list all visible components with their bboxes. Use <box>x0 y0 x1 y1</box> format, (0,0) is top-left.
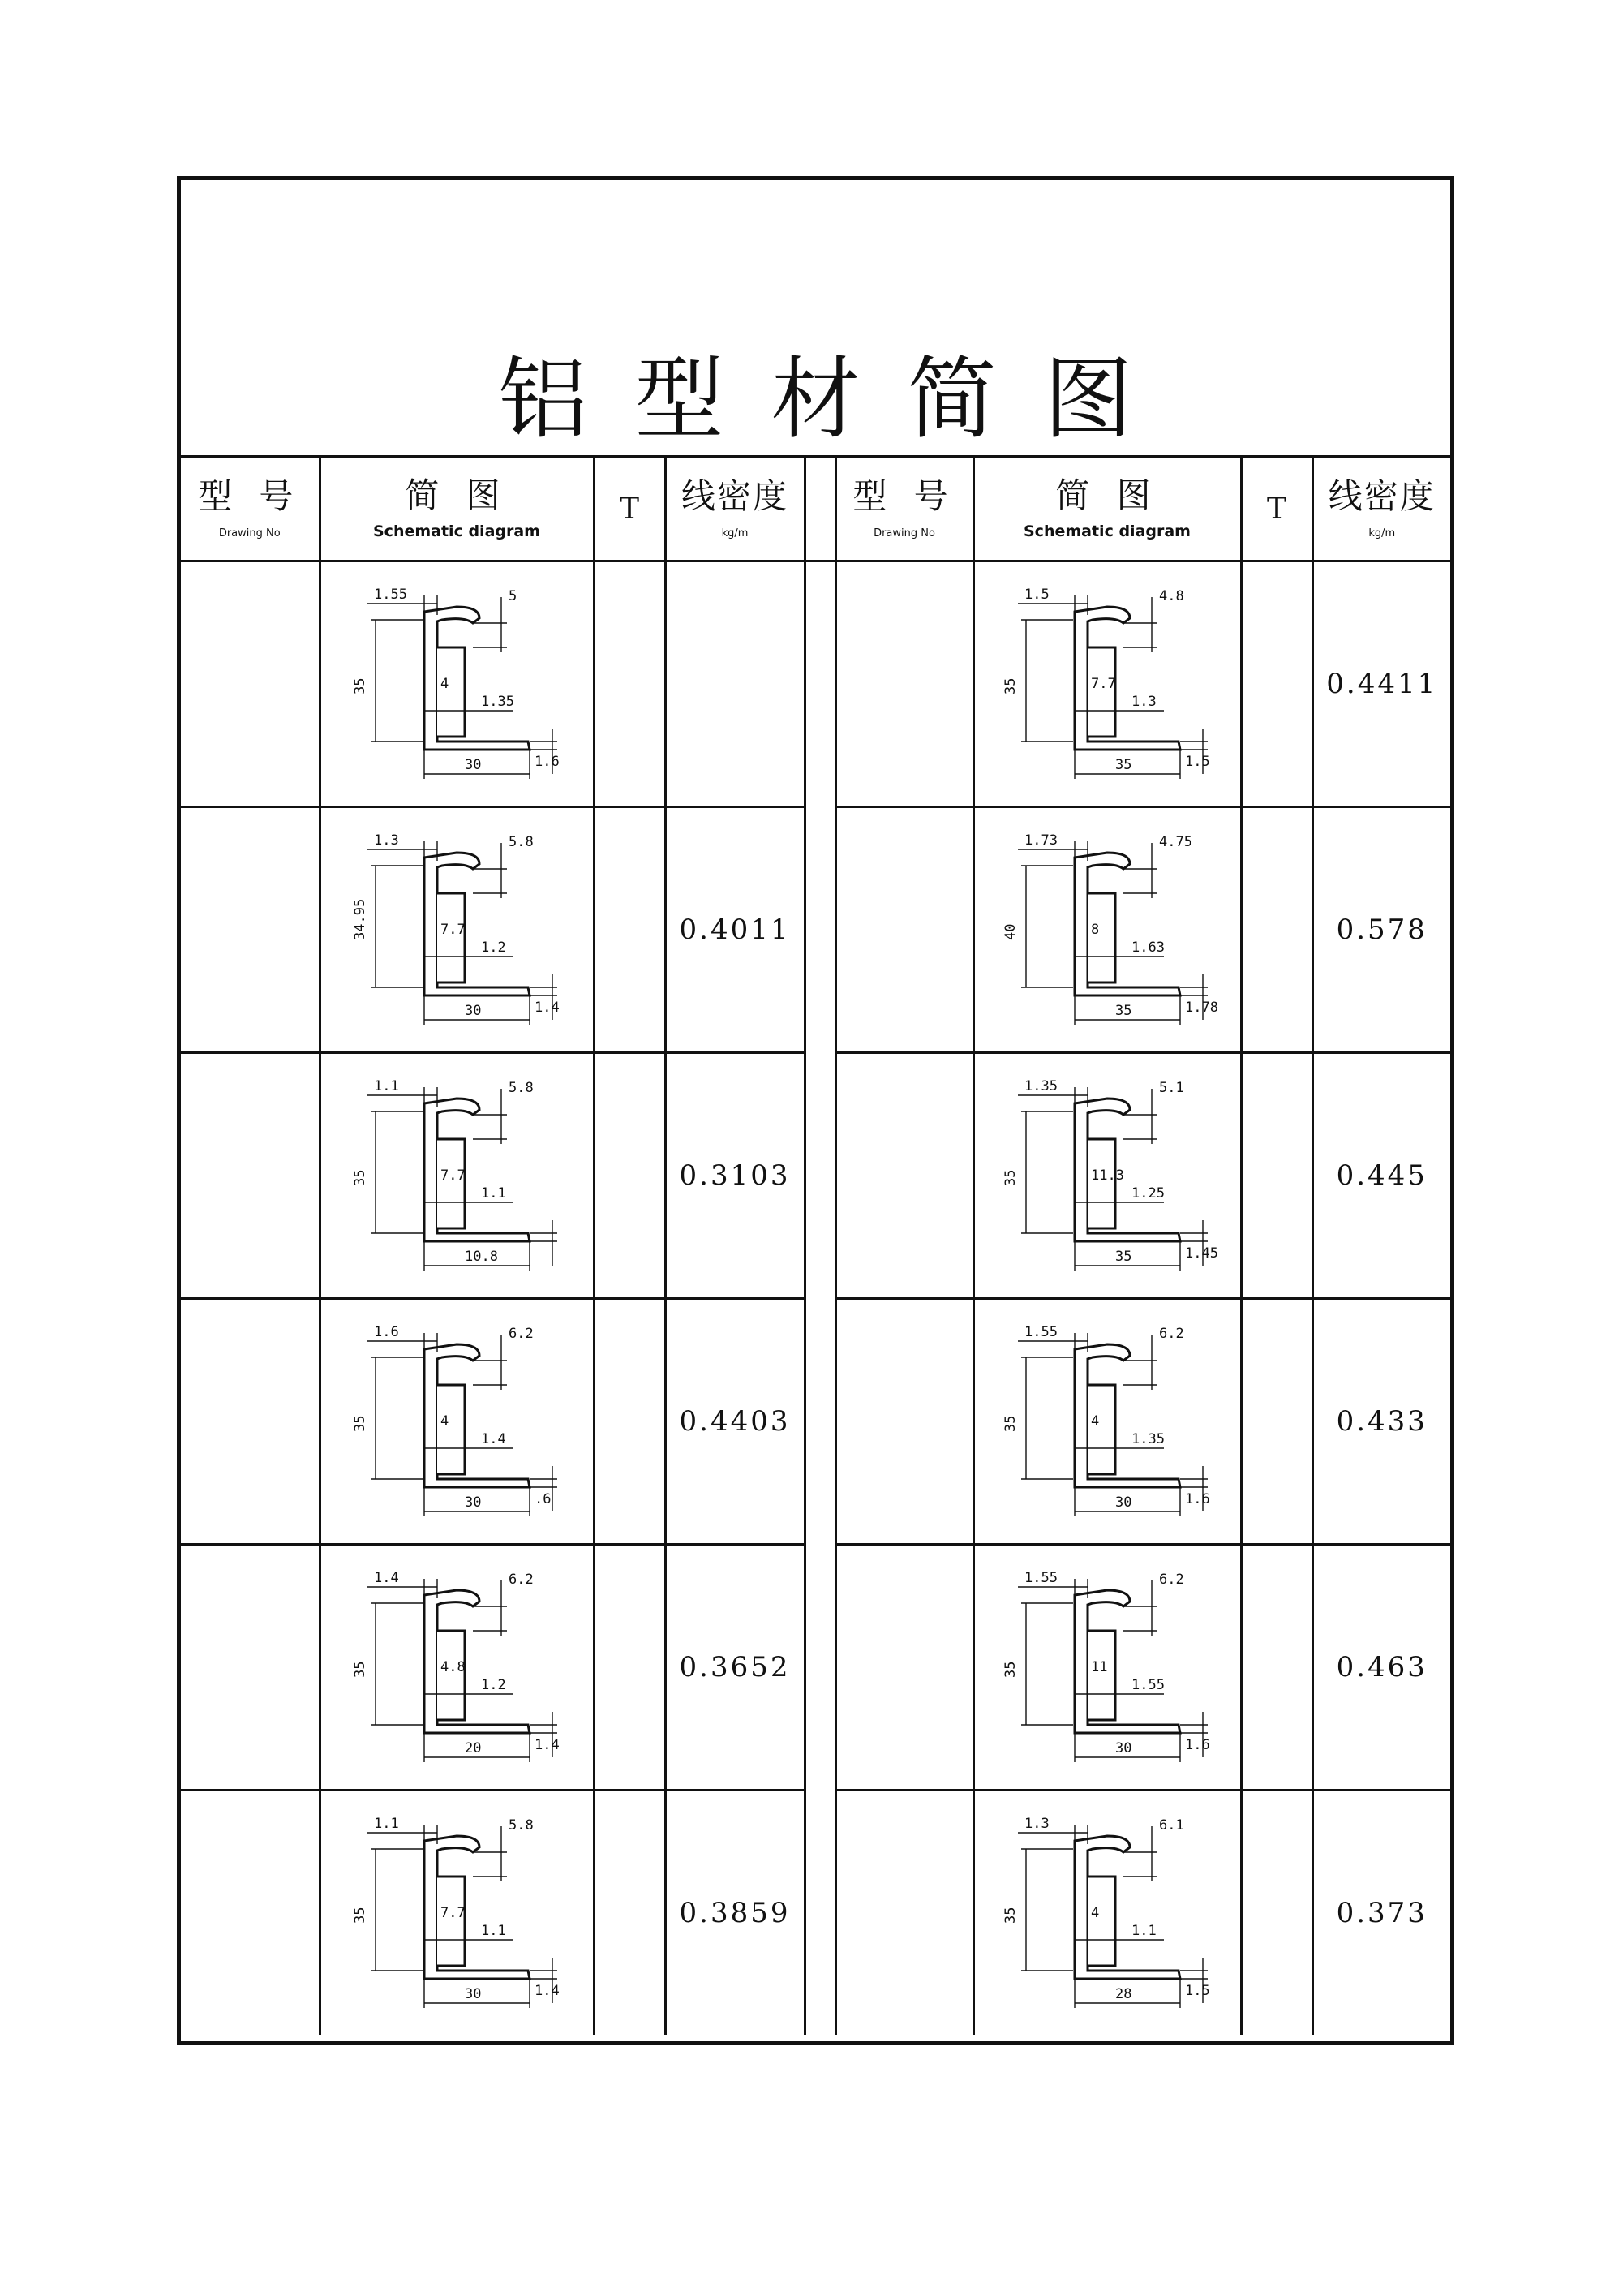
drawing-no-cell <box>835 1545 973 1791</box>
dim-lip-label: 6.2 <box>1159 1572 1184 1588</box>
dim-wall-label: 1.35 <box>1131 1431 1165 1447</box>
dim-base-label: 30 <box>465 1003 482 1019</box>
header-density-unit: kg/m <box>1368 527 1396 540</box>
t-cell <box>594 1053 665 1299</box>
profile-drawing <box>985 1812 1229 2014</box>
dim-inner-label: 11 <box>1091 1659 1108 1675</box>
header-t-label: T <box>619 492 639 526</box>
column-gap <box>805 1791 835 2036</box>
dim-lip-label: 5.8 <box>509 1817 534 1834</box>
header-density-unit: kg/m <box>721 527 749 540</box>
dim-inner-label: 4 <box>1091 1413 1100 1430</box>
drawing-no-cell <box>181 561 320 807</box>
density-cell <box>665 561 805 807</box>
dim-base-label: 30 <box>1115 1740 1132 1756</box>
density-value: 0.4411 <box>1326 668 1438 700</box>
profile-web <box>1088 1139 1115 1228</box>
dim-top-label: 1.3 <box>374 832 399 849</box>
dim-wall-label: 1.1 <box>481 1185 506 1202</box>
dim-base-label: 30 <box>1115 1494 1132 1511</box>
dim-top-label: 1.55 <box>1024 1324 1058 1340</box>
drawing-no-cell <box>835 1299 973 1545</box>
t-cell <box>594 1791 665 2036</box>
dim-top-label: 1.3 <box>1024 1816 1050 1832</box>
dim-foot-label: 1.5 <box>1185 754 1210 770</box>
dim-height-label: 35 <box>1003 1661 1019 1678</box>
dim-height-label: 40 <box>1003 923 1019 940</box>
profile-drawing <box>335 1320 578 1523</box>
dim-wall-label: 1.1 <box>1131 1923 1157 1939</box>
density-cell <box>665 1545 805 1791</box>
header-drawing-no-right <box>835 458 973 561</box>
dim-lip-label: 4.8 <box>1159 588 1184 604</box>
dim-foot-label: 1.4 <box>535 1000 560 1016</box>
drawing-no-cell <box>835 561 973 807</box>
column-gap <box>805 807 835 1053</box>
density-cell <box>1312 1545 1450 1791</box>
dim-inner-label: 7.7 <box>440 1905 466 1921</box>
dim-lip-label: 5.1 <box>1159 1080 1184 1096</box>
dim-top-label: 1.55 <box>374 587 407 603</box>
drawing-no-cell <box>835 807 973 1053</box>
drawing-no-cell <box>181 1053 320 1299</box>
dim-inner-label: 7.7 <box>440 922 466 938</box>
dim-top-label: 1.73 <box>1024 832 1058 849</box>
density-value: 0.3103 <box>679 1159 791 1192</box>
profile-drawing <box>985 1320 1229 1523</box>
profile-web <box>1088 647 1115 737</box>
dim-height-label: 35 <box>352 1661 368 1678</box>
density-cell <box>665 1299 805 1545</box>
t-cell <box>594 1299 665 1545</box>
dim-base-label: 10.8 <box>465 1249 498 1265</box>
dim-top-label: 1.35 <box>1024 1078 1058 1094</box>
header-drawing-no-label: 型 号 <box>852 476 956 517</box>
dim-base-label: 35 <box>1115 1249 1132 1265</box>
schematic-cell <box>320 1791 594 2036</box>
drawing-no-cell <box>181 1791 320 2036</box>
header-density <box>665 458 805 561</box>
header-schematic-en: Schematic diagram <box>1024 522 1191 541</box>
drawing-no-cell <box>181 1299 320 1545</box>
density-value: 0.445 <box>1336 1159 1428 1192</box>
dim-height-label: 35 <box>1003 677 1019 694</box>
density-value: 0.373 <box>1336 1897 1428 1929</box>
profile-web <box>437 647 465 737</box>
dim-wall-label: 1.4 <box>481 1431 506 1447</box>
dim-height-label: 35 <box>1003 1907 1019 1924</box>
header-t <box>594 458 665 561</box>
density-value: 0.578 <box>1336 914 1428 946</box>
t-cell <box>1241 561 1312 807</box>
profile-drawing <box>985 583 1229 785</box>
drawing-no-cell <box>181 807 320 1053</box>
dim-inner-label: 4 <box>440 676 449 692</box>
dim-height-label: 35 <box>1003 1169 1019 1186</box>
header-drawing-no <box>181 458 320 561</box>
dim-inner-label: 4.8 <box>440 1659 466 1675</box>
header-schematic-right <box>973 458 1241 561</box>
dim-wall-label: 1.1 <box>481 1923 506 1939</box>
density-cell <box>1312 807 1450 1053</box>
schematic-cell <box>973 1791 1241 2036</box>
profile-web <box>1088 1385 1115 1474</box>
header-t-right <box>1241 458 1312 561</box>
profile-web <box>1088 1877 1115 1966</box>
profile-web <box>437 1877 465 1966</box>
dim-base-label: 20 <box>465 1740 482 1756</box>
t-cell <box>1241 1299 1312 1545</box>
dim-lip-label: 5.8 <box>509 1080 534 1096</box>
table-row <box>181 561 1450 807</box>
header-drawing-no-en: Drawing No <box>218 527 281 540</box>
header-row <box>181 458 1450 561</box>
dim-inner-label: 11.3 <box>1091 1167 1124 1184</box>
density-value: 0.433 <box>1336 1405 1428 1438</box>
dim-base-label: 35 <box>1115 757 1132 773</box>
schematic-cell <box>320 1299 594 1545</box>
dim-base-label: 30 <box>465 757 482 773</box>
dim-foot-label: 1.4 <box>535 1983 560 1999</box>
dim-inner-label: 4 <box>440 1413 449 1430</box>
density-value: 0.463 <box>1336 1651 1428 1683</box>
profile-drawing <box>335 1074 578 1277</box>
dim-wall-label: 1.63 <box>1131 939 1165 956</box>
title-block <box>181 180 1450 458</box>
dim-height-label: 35 <box>352 1907 368 1924</box>
dim-lip-label: 5.8 <box>509 834 534 850</box>
dim-wall-label: 1.35 <box>481 694 514 710</box>
schematic-cell <box>973 1299 1241 1545</box>
schematic-cell <box>973 561 1241 807</box>
column-gap <box>805 1053 835 1299</box>
dim-base-label: 35 <box>1115 1003 1132 1019</box>
profile-drawing <box>985 828 1229 1031</box>
dim-top-label: 1.1 <box>374 1078 399 1094</box>
profile-web <box>437 1139 465 1228</box>
density-value: 0.3859 <box>679 1897 791 1929</box>
dim-height-label: 35 <box>1003 1415 1019 1432</box>
dim-lip-label: 6.2 <box>509 1572 534 1588</box>
column-gap <box>805 458 835 561</box>
profile-web <box>1088 1631 1115 1720</box>
dim-foot-label: .6 <box>535 1491 552 1507</box>
schematic-cell <box>973 807 1241 1053</box>
column-gap <box>805 561 835 807</box>
header-schematic-label: 简 图 <box>1055 475 1159 515</box>
header-schematic-en: Schematic diagram <box>373 522 540 541</box>
dim-lip-label: 4.75 <box>1159 834 1192 850</box>
header-density-label: 线密度 <box>681 476 788 517</box>
t-cell <box>1241 1053 1312 1299</box>
dim-wall-label: 1.55 <box>1131 1677 1165 1693</box>
density-cell <box>1312 561 1450 807</box>
table-row <box>181 1791 1450 2036</box>
density-cell <box>1312 1053 1450 1299</box>
profile-drawing <box>985 1566 1229 1769</box>
page-title: 铝型材简图 <box>498 347 1180 451</box>
t-cell <box>594 561 665 807</box>
density-cell <box>1312 1299 1450 1545</box>
dim-wall-label: 1.25 <box>1131 1185 1165 1202</box>
schematic-cell <box>973 1545 1241 1791</box>
profile-drawing <box>335 583 578 785</box>
density-cell <box>665 1053 805 1299</box>
dim-height-label: 35 <box>352 1169 368 1186</box>
dim-lip-label: 6.1 <box>1159 1817 1184 1834</box>
profile-web <box>1088 893 1115 982</box>
dim-base-label: 28 <box>1115 1986 1132 2002</box>
header-density-label: 线密度 <box>1328 476 1436 517</box>
dim-height-label: 35 <box>352 1415 368 1432</box>
profile-drawing <box>335 828 578 1031</box>
profile-drawing <box>335 1566 578 1769</box>
table-row <box>181 1545 1450 1791</box>
dim-top-label: 1.1 <box>374 1816 399 1832</box>
dim-lip-label: 6.2 <box>509 1326 534 1342</box>
dim-height-label: 34.95 <box>352 898 368 940</box>
table-row <box>181 1053 1450 1299</box>
dim-top-label: 1.4 <box>374 1570 399 1586</box>
dim-top-label: 1.6 <box>374 1324 399 1340</box>
dim-base-label: 30 <box>465 1494 482 1511</box>
dim-inner-label: 7.7 <box>1091 676 1116 692</box>
schematic-cell <box>320 561 594 807</box>
schematic-cell <box>320 1545 594 1791</box>
profile-drawing <box>985 1074 1229 1277</box>
density-cell <box>665 807 805 1053</box>
header-t-label: T <box>1266 492 1286 526</box>
header-density-right <box>1312 458 1450 561</box>
dim-foot-label: 1.5 <box>1185 1983 1210 1999</box>
density-value: 0.4403 <box>679 1405 791 1438</box>
dim-wall-label: 1.2 <box>481 1677 506 1693</box>
header-schematic <box>320 458 594 561</box>
density-cell <box>1312 1791 1450 2036</box>
dim-foot-label: 1.45 <box>1185 1245 1218 1262</box>
dim-foot-label: 1.4 <box>535 1737 560 1753</box>
density-value: 0.3652 <box>679 1651 791 1683</box>
profile-web <box>437 1385 465 1474</box>
t-cell <box>1241 807 1312 1053</box>
profile-drawing <box>335 1812 578 2014</box>
dim-lip-label: 5 <box>509 588 517 604</box>
dim-foot-label: 1.78 <box>1185 1000 1218 1016</box>
catalog-sheet <box>177 176 1454 2045</box>
dim-height-label: 35 <box>352 677 368 694</box>
dim-base-label: 30 <box>465 1986 482 2002</box>
table-row <box>181 1299 1450 1545</box>
dim-foot-label: 1.6 <box>535 754 560 770</box>
t-cell <box>594 1545 665 1791</box>
dim-inner-label: 7.7 <box>440 1167 466 1184</box>
header-drawing-no-label: 型 号 <box>198 476 302 517</box>
column-gap <box>805 1299 835 1545</box>
schematic-cell <box>320 1053 594 1299</box>
profile-table <box>181 458 1450 2035</box>
dim-lip-label: 6.2 <box>1159 1326 1184 1342</box>
dim-top-label: 1.5 <box>1024 587 1050 603</box>
drawing-no-cell <box>181 1545 320 1791</box>
profile-web <box>437 1631 465 1720</box>
dim-wall-label: 1.3 <box>1131 694 1157 710</box>
dim-foot-label: 1.6 <box>1185 1491 1210 1507</box>
dim-foot-label: 1.6 <box>1185 1737 1210 1753</box>
dim-inner-label: 8 <box>1091 922 1100 938</box>
header-drawing-no-en: Drawing No <box>874 527 935 540</box>
t-cell <box>1241 1791 1312 2036</box>
density-value: 0.4011 <box>679 914 791 946</box>
dim-top-label: 1.55 <box>1024 1570 1058 1586</box>
t-cell <box>594 807 665 1053</box>
dim-inner-label: 4 <box>1091 1905 1100 1921</box>
column-gap <box>805 1545 835 1791</box>
drawing-no-cell <box>835 1053 973 1299</box>
profile-web <box>437 893 465 982</box>
table-row <box>181 807 1450 1053</box>
schematic-cell <box>973 1053 1241 1299</box>
drawing-no-cell <box>835 1791 973 2036</box>
schematic-cell <box>320 807 594 1053</box>
header-schematic-label: 简 图 <box>405 475 509 515</box>
density-cell <box>665 1791 805 2036</box>
dim-wall-label: 1.2 <box>481 939 506 956</box>
t-cell <box>1241 1545 1312 1791</box>
